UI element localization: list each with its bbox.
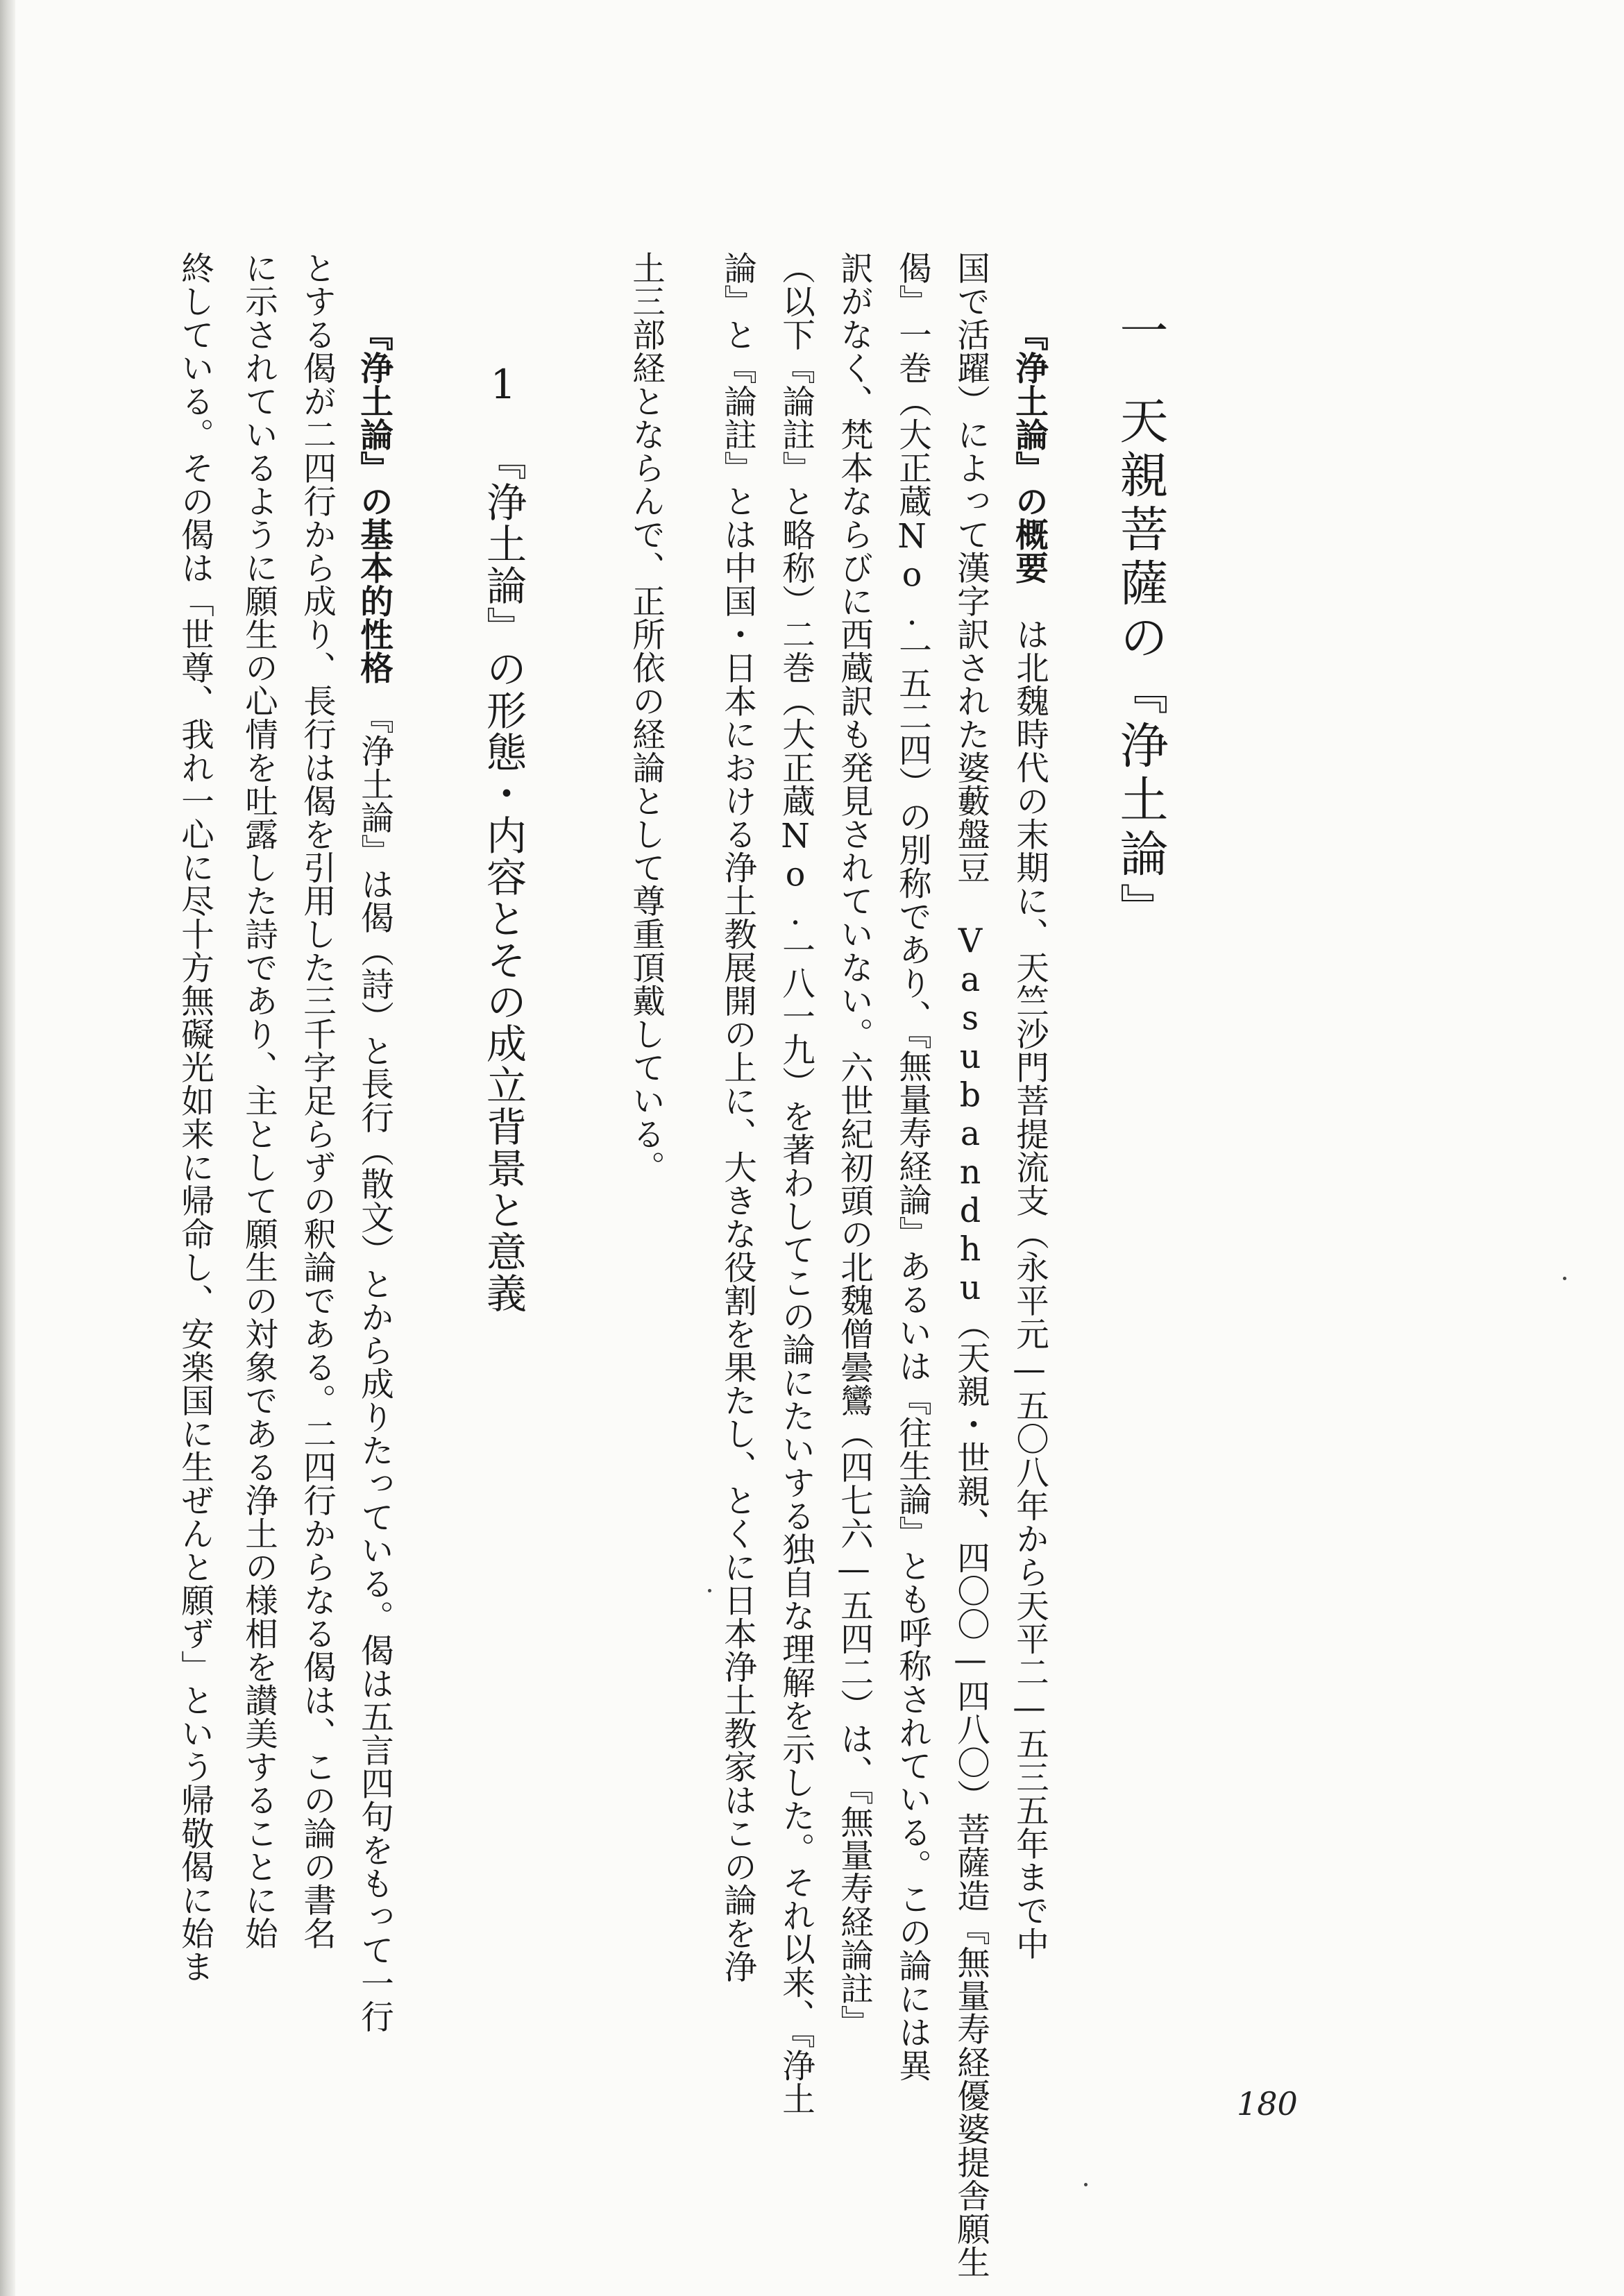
section-title: 『浄土論』の形態・内容とその成立背景と意義 <box>480 440 527 1314</box>
overview-column-4 <box>834 251 873 2039</box>
overview-column-2 <box>951 251 990 2279</box>
overview-line-1: は北魏時代の末期に、天竺沙門菩提流支（永平元—五〇八年から天平二—五三五年まで中 <box>1010 618 1049 1960</box>
basic-character-line-2: とする偈が二四行から成り、長行は偈を引用した三千字足らずの釈論である。二四行からなる偈は、この論の書名 <box>297 251 336 1950</box>
binding-shadow <box>0 0 15 2296</box>
chapter-number: 一 <box>1112 305 1169 359</box>
overview-line-3: 偈』一巻（大正蔵No.一五二四）の別称であり、『無量寿経論』あるいは『往生論』とも呼称されている。この論には異 <box>893 251 931 2082</box>
basic-character-line-1: 『浄土論』は偈（詩）と長行（散文）とから成りたっている。偈は五言四句をもって一行 <box>355 717 394 2034</box>
basic-character-column-4 <box>175 251 214 1983</box>
basic-character-heading: 『浄土論』の基本的性格 <box>354 318 394 684</box>
overview-line-5: （以下『論註』と略称）二巻（大正蔵No.一八一九）を著わしてこの論にたいする独自な理解を示した。それ以来、『浄土 <box>776 251 815 2116</box>
section-heading <box>480 361 527 1314</box>
chapter-title-text: 天親菩薩の『浄土論』 <box>1112 396 1169 937</box>
overview-column-3 <box>895 251 929 2082</box>
basic-character-line-4: 終している。その偈は「世尊、我れ一心に尽十方無礙光如来に帰命し、安楽国に生ぜんと願ず」という帰敬偈に始ま <box>175 251 214 1983</box>
scan-speck <box>708 1589 711 1592</box>
overview-column-7 <box>626 251 665 1184</box>
chapter-title <box>1112 305 1169 937</box>
overview-line-4: 訳がなく、梵本ならびに西蔵訳も発見されていない。六世紀初頭の北魏僧曇鸞（四七六—五四二）は、『無量寿経論註』 <box>834 251 873 2039</box>
scan-speck <box>1084 2183 1088 2186</box>
overview-column-5 <box>776 251 815 2116</box>
section-number: 1 <box>480 361 527 409</box>
basic-character-line-3: に示されているように願生の心情を吐露した詩であり、主として願生の対象である浄土の様相を讃美することに始 <box>239 251 278 1950</box>
basic-character-column-2 <box>297 251 336 1950</box>
overview-column-6 <box>720 251 754 1983</box>
overview-line-2: 国で活躍）によって漢字訳された婆藪盤豆 Vasubandhu（天親・世親、四〇〇—四八〇）菩薩造『無量寿経優婆提舎願生 <box>951 251 990 2279</box>
overview-line-6: 論』と『論註』とは中国・日本における浄土教展開の上に、大きな役割を果たし、とくに日本浄土教家はこの論を浄 <box>718 251 756 1983</box>
overview-column-1 <box>1009 318 1049 1960</box>
scan-speck <box>1563 1277 1566 1280</box>
basic-character-column-1 <box>354 318 394 2034</box>
overview-line-7: 土三部経とならんで、正所依の経論として尊重頂戴している。 <box>626 251 665 1184</box>
page-number: 180 <box>1237 2085 1298 2123</box>
basic-character-column-3 <box>239 251 278 1950</box>
overview-heading: 『浄土論』の概要 <box>1009 318 1049 584</box>
